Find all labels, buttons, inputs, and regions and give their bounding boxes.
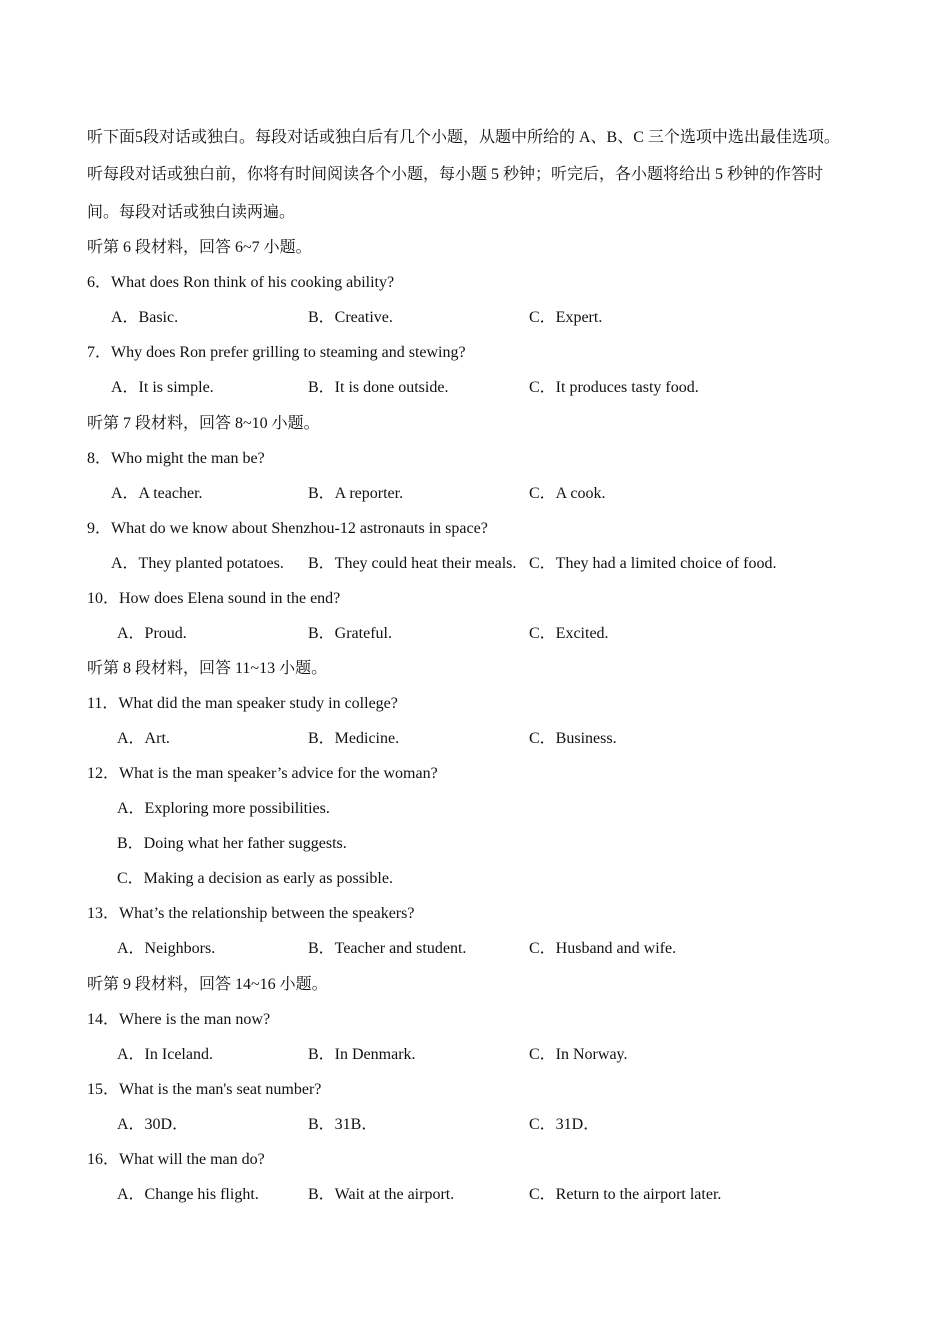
q9-option-c: C．They had a limited choice of food. (529, 555, 777, 572)
q6-option-c: C．Expert. (529, 309, 603, 326)
question-15: 15．What is the man's seat number? (87, 1081, 322, 1098)
section-heading-8: 听第 8 段材料，回答 11~13 小题。 (87, 660, 328, 677)
instruction-line-3: 间。每段对话或独白读两遍。 (87, 204, 296, 221)
question-9: 9．What do we know about Shenzhou-12 astronauts in space? (87, 520, 488, 537)
section-heading-9: 听第 9 段材料，回答 14~16 小题。 (87, 976, 328, 993)
q11-option-a: A．Art. (117, 730, 170, 747)
q8-option-b: B．A reporter. (308, 485, 404, 502)
instruction-line-1: 听下面5段对话或独白。每段对话或独白后有几个小题，从题中所给的 A、B、C 三个选项中选出最佳选项。 (87, 129, 840, 146)
question-16: 16．What will the man do? (87, 1151, 265, 1168)
q11-option-b: B．Medicine. (308, 730, 400, 747)
q6-option-b: B．Creative. (308, 309, 393, 326)
question-10: 10．How does Elena sound in the end? (87, 590, 341, 607)
q15-option-c: C．31D． (529, 1116, 600, 1133)
q7-option-b: B．It is done outside. (308, 379, 449, 396)
q7-option-a: A．It is simple. (111, 379, 214, 396)
section-heading-7: 听第 7 段材料，回答 8~10 小题。 (87, 415, 320, 432)
q16-option-c: C．Return to the airport later. (529, 1186, 722, 1203)
q9-option-b: B．They could heat their meals. (308, 555, 517, 572)
question-7: 7．Why does Ron prefer grilling to steaming and stewing? (87, 344, 466, 361)
q12-option-b: B．Doing what her father suggests. (117, 835, 347, 852)
question-13: 13．What’s the relationship between the speakers? (87, 905, 415, 922)
q13-option-c: C．Husband and wife. (529, 940, 677, 957)
question-14: 14．Where is the man now? (87, 1011, 271, 1028)
q12-option-c: C．Making a decision as early as possible. (117, 870, 393, 887)
q10-option-c: C．Excited. (529, 625, 609, 642)
q13-option-b: B．Teacher and student. (308, 940, 467, 957)
q7-option-c: C．It produces tasty food. (529, 379, 699, 396)
q11-option-c: C．Business. (529, 730, 617, 747)
q14-option-b: B．In Denmark. (308, 1046, 416, 1063)
q8-option-c: C．A cook. (529, 485, 606, 502)
q15-option-a: A．30D． (117, 1116, 189, 1133)
section-heading-6: 听第 6 段材料，回答 6~7 小题。 (87, 239, 312, 256)
q16-option-b: B．Wait at the airport. (308, 1186, 455, 1203)
q14-option-c: C．In Norway. (529, 1046, 628, 1063)
q6-option-a: A．Basic. (111, 309, 179, 326)
q15-option-b: B．31B． (308, 1116, 378, 1133)
q9-option-a: A．They planted potatoes. (111, 555, 284, 572)
question-12: 12．What is the man speaker’s advice for the woman? (87, 765, 438, 782)
question-11: 11．What did the man speaker study in college? (87, 695, 398, 712)
question-6: 6．What does Ron think of his cooking ability? (87, 274, 395, 291)
q14-option-a: A．In Iceland. (117, 1046, 213, 1063)
q10-option-b: B．Grateful. (308, 625, 392, 642)
q16-option-a: A．Change his flight. (117, 1186, 259, 1203)
question-8: 8．Who might the man be? (87, 450, 265, 467)
q13-option-a: A．Neighbors. (117, 940, 216, 957)
q12-option-a: A．Exploring more possibilities. (117, 800, 330, 817)
q10-option-a: A．Proud. (117, 625, 187, 642)
instruction-line-2: 听每段对话或独白前，你将有时间阅读各个小题，每小题 5 秒钟；听完后，各小题将给出 5 秒钟的作答时 (87, 166, 824, 183)
q8-option-a: A．A teacher. (111, 485, 203, 502)
